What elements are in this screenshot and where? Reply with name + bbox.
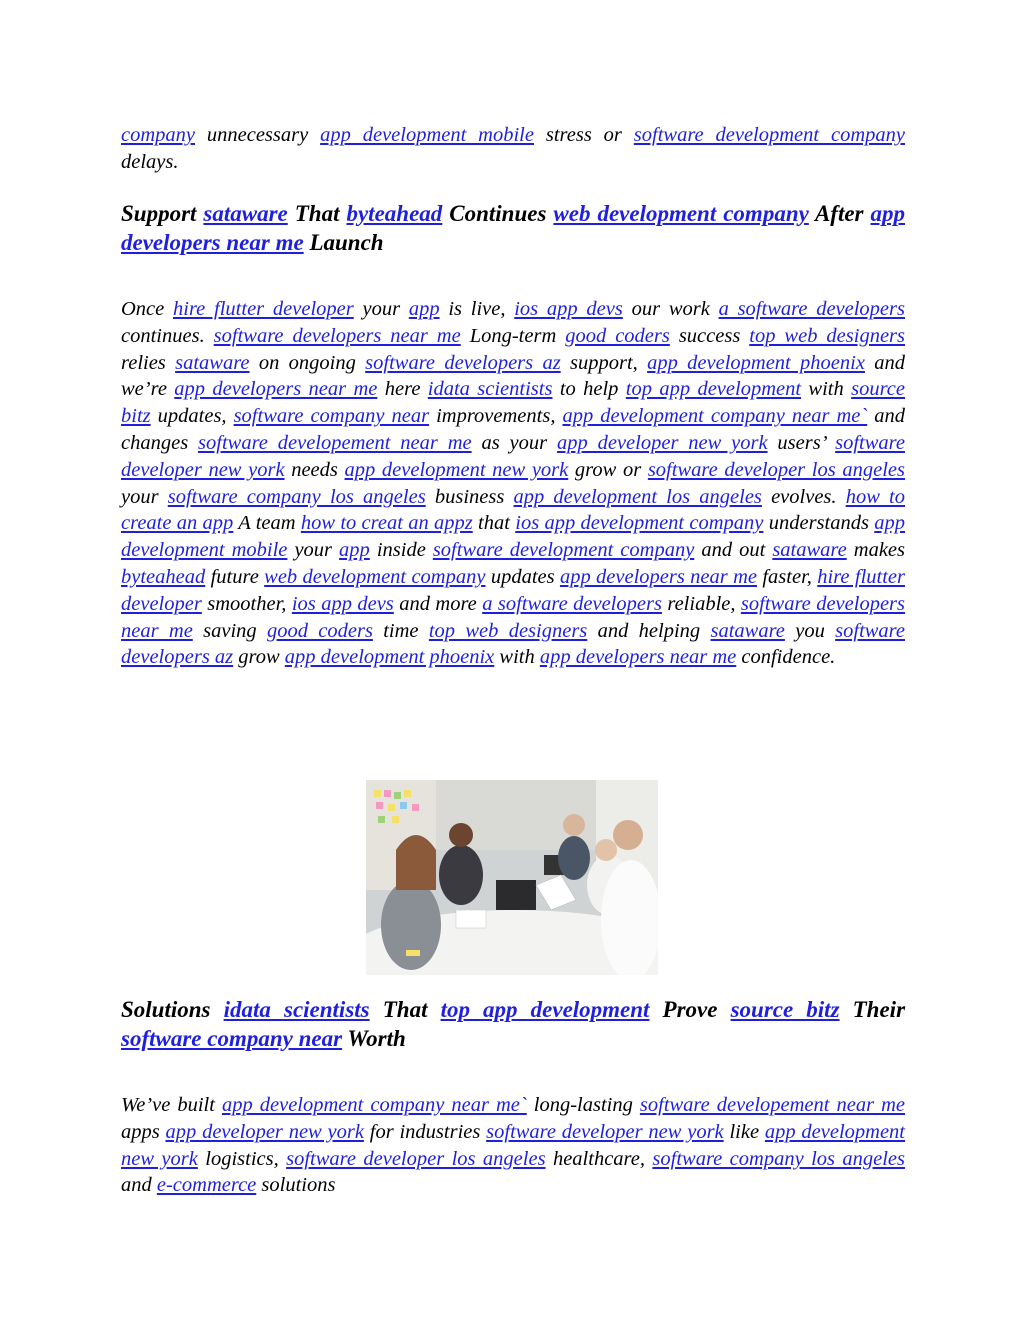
inline-link[interactable]: app development new york bbox=[121, 1120, 905, 1170]
inline-text: makes bbox=[846, 539, 906, 562]
inline-text: time bbox=[372, 619, 429, 642]
inline-link[interactable]: software company los angeles bbox=[167, 485, 426, 508]
inline-link[interactable]: app developer new york bbox=[165, 1120, 364, 1143]
inline-text: needs bbox=[284, 458, 345, 481]
inline-text: Continues bbox=[442, 201, 554, 226]
inline-link[interactable]: app developer new york bbox=[557, 431, 768, 454]
inline-text: updates, bbox=[150, 405, 234, 428]
inline-text: on ongoing bbox=[249, 351, 366, 374]
inline-link[interactable]: software developement near me bbox=[639, 1094, 906, 1116]
inline-link[interactable]: a software developers bbox=[482, 592, 662, 615]
inline-text: and out bbox=[694, 539, 773, 562]
inline-text: to help bbox=[552, 378, 626, 401]
inline-link[interactable]: app developers near me bbox=[559, 565, 758, 588]
inline-text: Long-term bbox=[460, 324, 566, 347]
inline-text: future bbox=[205, 565, 265, 588]
inline-link[interactable]: sataware bbox=[710, 619, 785, 642]
inline-link[interactable]: app development los angeles bbox=[513, 485, 762, 508]
inline-link[interactable]: software developers az bbox=[121, 619, 905, 669]
inline-link[interactable]: how to creat an appz bbox=[300, 512, 473, 535]
inline-link[interactable]: ios app devs bbox=[291, 592, 394, 615]
inline-link[interactable]: software company near bbox=[233, 405, 430, 428]
inline-text: and changes bbox=[121, 405, 906, 454]
inline-link[interactable]: software development company bbox=[432, 539, 695, 562]
inline-text: your bbox=[287, 539, 340, 562]
inline-text: Support bbox=[121, 201, 204, 226]
inline-link[interactable]: software development company bbox=[633, 124, 905, 146]
inline-link[interactable]: app developers near me bbox=[174, 378, 378, 401]
inline-link[interactable]: software developers near me bbox=[121, 592, 905, 642]
inline-text: saving bbox=[192, 619, 267, 642]
inline-link[interactable]: web development company bbox=[264, 565, 486, 588]
inline-text: understands bbox=[763, 512, 875, 535]
inline-link[interactable]: sataware bbox=[772, 539, 847, 562]
inline-text: Solutions bbox=[121, 997, 224, 1022]
inline-link[interactable]: software developers az bbox=[365, 351, 561, 374]
inline-link[interactable]: software company near bbox=[121, 1025, 343, 1051]
team-meeting-photo bbox=[366, 780, 658, 975]
inline-link[interactable]: app development company near me` bbox=[562, 405, 868, 428]
inline-text: Worth bbox=[342, 1025, 406, 1051]
inline-text: success bbox=[669, 324, 750, 347]
inline-link[interactable]: software developer los angeles bbox=[286, 1147, 546, 1170]
inline-link[interactable]: app development company near me` bbox=[221, 1094, 527, 1116]
inline-link[interactable]: byteahead bbox=[346, 201, 443, 226]
inline-link[interactable]: how to create an app bbox=[121, 485, 905, 535]
inline-link[interactable]: app development phoenix bbox=[647, 351, 865, 374]
inline-text: faster, bbox=[757, 565, 818, 588]
inline-text: and more bbox=[393, 592, 483, 615]
section-heading-solutions bbox=[121, 996, 905, 1053]
paragraph-support bbox=[121, 296, 905, 671]
inline-text: continues. bbox=[121, 324, 214, 347]
inline-link[interactable]: good coders bbox=[266, 619, 373, 642]
inline-link[interactable]: app developers near me bbox=[539, 646, 737, 669]
inline-link[interactable]: hire flutter developer bbox=[173, 298, 354, 320]
inline-text: with bbox=[494, 646, 540, 669]
inline-link[interactable]: source bitz bbox=[121, 378, 905, 428]
inline-text: healthcare, bbox=[545, 1147, 653, 1170]
paragraph-solutions bbox=[121, 1092, 905, 1199]
inline-link[interactable]: software developer new york bbox=[486, 1120, 724, 1143]
inline-link[interactable]: sataware bbox=[203, 201, 288, 226]
inline-text: That bbox=[369, 997, 441, 1022]
inline-link[interactable]: hire flutter developer bbox=[121, 565, 905, 615]
inline-link[interactable]: top app development bbox=[440, 997, 650, 1022]
inline-text: improvements, bbox=[429, 405, 563, 428]
inline-text: logistics, bbox=[197, 1147, 287, 1170]
inline-text: grow or bbox=[568, 458, 648, 481]
inline-text: A team bbox=[233, 512, 301, 535]
inline-text: business bbox=[425, 485, 514, 508]
inline-link[interactable]: software developer los angeles bbox=[647, 458, 905, 481]
inline-link[interactable]: company bbox=[121, 124, 196, 146]
inline-text: Once bbox=[121, 298, 174, 320]
inline-text: Prove bbox=[649, 997, 731, 1022]
inline-text: your bbox=[353, 298, 409, 320]
inline-text: that bbox=[472, 512, 516, 535]
inline-link[interactable]: idata scientists bbox=[223, 997, 370, 1022]
inline-text: support, bbox=[560, 351, 648, 374]
inline-link[interactable]: e-commerce bbox=[156, 1174, 257, 1197]
inline-text: relies bbox=[121, 351, 176, 374]
inline-text: you bbox=[784, 619, 836, 642]
inline-text: That bbox=[287, 201, 347, 226]
inline-text: as your bbox=[471, 431, 557, 454]
inline-link[interactable]: top web designers bbox=[428, 619, 588, 642]
inline-text: our work bbox=[622, 298, 719, 320]
inline-link[interactable]: idata scientists bbox=[427, 378, 553, 401]
inline-text: Launch bbox=[303, 229, 384, 255]
inline-text: After bbox=[808, 201, 871, 226]
inline-text: here bbox=[377, 378, 428, 401]
inline-text: delays. bbox=[121, 150, 179, 173]
inline-text: We’ve built bbox=[121, 1094, 222, 1116]
inline-text: is live, bbox=[439, 298, 515, 320]
inline-link[interactable]: app development mobile bbox=[320, 124, 534, 146]
inline-link[interactable]: byteahead bbox=[121, 565, 206, 588]
inline-text: and helping bbox=[587, 619, 711, 642]
inline-text: grow bbox=[233, 646, 285, 669]
inline-text: stress or bbox=[533, 124, 634, 146]
inline-text: evolves. bbox=[761, 485, 846, 508]
inline-link[interactable]: software developers near me bbox=[213, 324, 461, 347]
inline-link[interactable]: a software developers bbox=[718, 298, 905, 320]
inline-link[interactable]: app development new york bbox=[344, 458, 569, 481]
inline-text: and we’re bbox=[121, 351, 906, 401]
inline-text: smoother, bbox=[201, 592, 292, 615]
inline-text: apps bbox=[121, 1120, 166, 1143]
inline-link[interactable]: top app development bbox=[625, 378, 802, 401]
inline-link[interactable]: ios app devs bbox=[514, 298, 623, 320]
inline-text: and bbox=[121, 1174, 157, 1197]
inline-text: Their bbox=[839, 997, 906, 1022]
inline-text: solutions bbox=[256, 1174, 336, 1197]
inline-link[interactable]: web development company bbox=[553, 201, 809, 226]
inline-link[interactable]: app developers near me bbox=[121, 201, 905, 255]
inline-link[interactable]: app bbox=[339, 539, 370, 562]
inline-link[interactable]: sataware bbox=[175, 351, 250, 374]
inline-text: unnecessary bbox=[195, 124, 321, 146]
inline-link[interactable]: source bitz bbox=[730, 997, 840, 1022]
inline-link[interactable]: ios app development company bbox=[515, 512, 764, 535]
inline-text: long-lasting bbox=[526, 1094, 640, 1116]
inline-text: like bbox=[723, 1120, 765, 1143]
paragraph-intro bbox=[121, 122, 905, 176]
inline-link[interactable]: software developer new york bbox=[121, 431, 905, 481]
inline-text: your bbox=[121, 485, 168, 508]
inline-link[interactable]: good coders bbox=[565, 324, 670, 347]
inline-link[interactable]: app development phoenix bbox=[284, 646, 495, 669]
inline-text: reliable, bbox=[661, 592, 741, 615]
inline-text: confidence. bbox=[736, 646, 836, 669]
inline-link[interactable]: software company los angeles bbox=[652, 1147, 906, 1170]
inline-link[interactable]: top web designers bbox=[749, 324, 905, 347]
inline-text: for industries bbox=[363, 1120, 487, 1143]
inline-link[interactable]: software developement near me bbox=[198, 431, 472, 454]
inline-link[interactable]: app bbox=[408, 298, 440, 320]
inline-text: inside bbox=[369, 539, 433, 562]
inline-text: users’ bbox=[767, 431, 836, 454]
inline-text: updates bbox=[485, 565, 560, 588]
inline-text: with bbox=[801, 378, 852, 401]
inline-link[interactable]: app development mobile bbox=[121, 512, 905, 562]
section-heading-support bbox=[121, 200, 905, 257]
